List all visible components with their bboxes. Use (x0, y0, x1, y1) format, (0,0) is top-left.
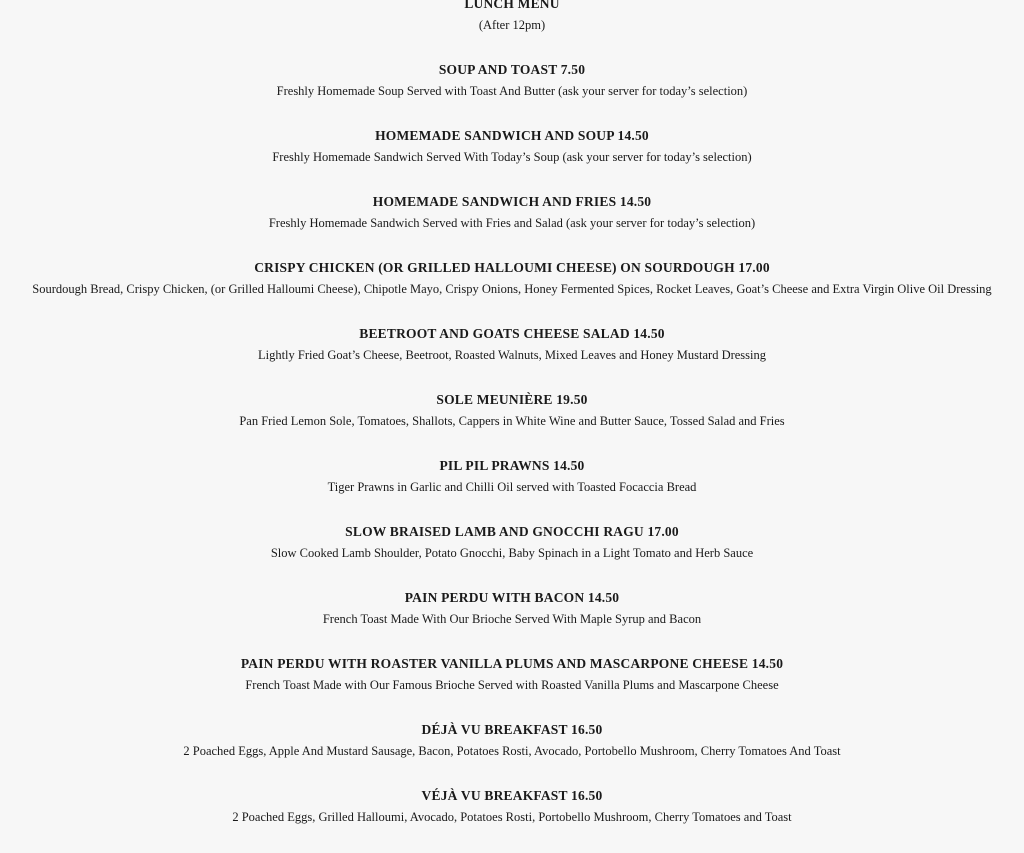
menu-item-title: PAIN PERDU WITH ROASTER VANILLA PLUMS AND MASCARPONE CHEESE 14.50 (240, 656, 784, 671)
menu-item-title: CRISPY CHICKEN (OR GRILLED HALLOUMI CHEESE) ON SOURDOUGH 17.00 (254, 260, 770, 275)
menu-item-title: BEETROOT AND GOATS CHEESE SALAD 14.50 (359, 326, 665, 341)
menu-item-description: French Toast Made with Our Famous Brioche Served with Roasted Vanilla Plums and Mascarpone Cheese (245, 678, 779, 692)
menu-item-title: VÉJÀ VU BREAKFAST 16.50 (421, 788, 603, 803)
menu-item-pain-perdu-bacon (0, 589, 1024, 628)
menu-item-title: DÉJÀ VU BREAKFAST 16.50 (421, 722, 603, 737)
menu-item-description: Pan Fried Lemon Sole, Tomatoes, Shallots, Cappers in White Wine and Butter Sauce, Tossed Salad and Fries (239, 414, 785, 428)
menu-item-pain-perdu-plums (0, 655, 1024, 694)
menu-item-description: Freshly Homemade Sandwich Served With Today’s Soup (ask your server for today’s selection) (272, 150, 752, 164)
menu-item-title: SOUP AND TOAST 7.50 (438, 62, 586, 77)
menu-item-soup-and-toast (0, 61, 1024, 100)
menu-item-deja-vu-breakfast (0, 721, 1024, 760)
menu-item-title: PIL PIL PRAWNS 14.50 (439, 458, 585, 473)
menu-item-description: Tiger Prawns in Garlic and Chilli Oil served with Toasted Focaccia Bread (327, 480, 697, 494)
menu-item-description: Freshly Homemade Sandwich Served with Fries and Salad (ask your server for today’s selection) (268, 216, 756, 230)
menu-item-lamb-gnocchi (0, 523, 1024, 562)
menu-item-sandwich-and-fries (0, 193, 1024, 232)
menu-item-description: Lightly Fried Goat’s Cheese, Beetroot, Roasted Walnuts, Mixed Leaves and Honey Mustard Dressing (257, 348, 767, 362)
menu-item-description: Freshly Homemade Soup Served with Toast And Butter (ask your server for today’s selection) (276, 84, 748, 98)
menu-item-title: HOMEMADE SANDWICH AND SOUP 14.50 (375, 128, 649, 143)
menu-item-veja-vu-breakfast (0, 787, 1024, 826)
menu-title: LUNCH MENU (464, 0, 560, 11)
menu-item-description: Sourdough Bread, Crispy Chicken, (or Grilled Halloumi Cheese), Chipotle Mayo, Crispy Onions, Honey Fermented Spices, Rocket Leaves, Goat’s Cheese and Extra Virgin Olive Oil Dressing (32, 282, 992, 296)
menu-item-crispy-chicken (0, 259, 1024, 298)
menu-item-title: SOLE MEUNIÈRE 19.50 (436, 392, 588, 407)
menu-item-title: HOMEMADE SANDWICH AND FRIES 14.50 (372, 194, 652, 209)
menu-item-title: PAIN PERDU WITH BACON 14.50 (404, 590, 620, 605)
menu-item-sandwich-and-soup (0, 127, 1024, 166)
menu-item-sole-meuniere (0, 391, 1024, 430)
menu-item-description: 2 Poached Eggs, Grilled Halloumi, Avocado, Potatoes Rosti, Portobello Mushroom, Cherry Tomatoes and Toast (232, 810, 792, 824)
menu-item-title: SLOW BRAISED LAMB AND GNOCCHI RAGU 17.00 (345, 524, 679, 539)
menu-item-description: Slow Cooked Lamb Shoulder, Potato Gnocchi, Baby Spinach in a Light Tomato and Herb Sauce (270, 546, 754, 560)
menu-item-beetroot-salad (0, 325, 1024, 364)
menu-item-description: French Toast Made With Our Brioche Served With Maple Syrup and Bacon (322, 612, 702, 626)
menu-item-description: 2 Poached Eggs, Apple And Mustard Sausage, Bacon, Potatoes Rosti, Avocado, Portobello Mushroom, Cherry Tomatoes And Toast (183, 744, 841, 758)
menu-item-pil-pil-prawns (0, 457, 1024, 496)
menu-subtitle: (After 12pm) (478, 18, 546, 32)
